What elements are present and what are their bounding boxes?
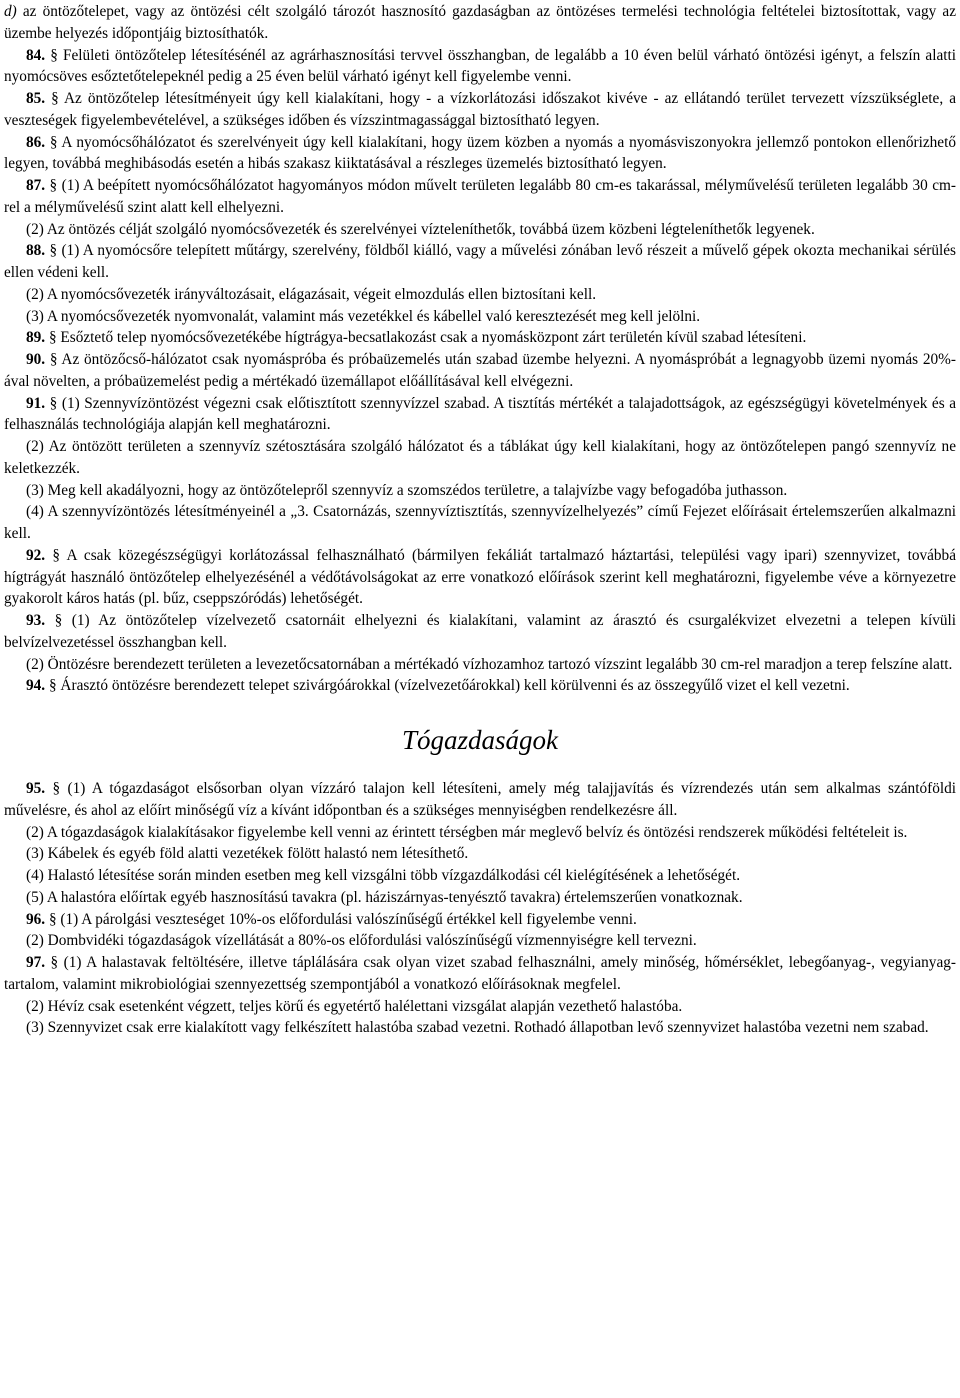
paragraph: [4, 887, 956, 909]
paragraph-text: § Felületi öntözőtelep létesítésénél az agrárhasznosítási tervvel összhangban, de legalább a 10 éven belül várható öntözési igényt, a felszín alatti nyomócsöves esőztetőtelepeknél pedig a 25 éven belül várható igényt kell figyelembe venni.: [4, 46, 956, 86]
paragraph-text: (3) Kábelek és egyéb föld alatti vezetékek fölött halastó nem létesíthető.: [26, 845, 469, 863]
paragraph: [4, 501, 956, 545]
paragraph-text: § (1) A beépített nyomócsőhálózatot hagyományos módon művelt területen legalább 80 cm-es takarással, mélyművelésű területen legalább 30 cm-rel a mélyművelésű szint alatt kell elhelyezni.: [4, 177, 956, 216]
section-number: 91.: [26, 394, 46, 412]
paragraph-text: § Árasztó öntözésre berendezett telepet szivárgóárokkal (vízelvezetőárokkal) kell körülvenni és az összegyűlő vizet el kell vezetni.: [45, 677, 850, 695]
paragraph: [4, 952, 956, 996]
paragraph: [4, 822, 956, 844]
paragraph-text: § (1) A nyomócsőre telepített műtárgy, szerelvény, földből kiálló, vagy a művelési zónában levő részeit a művelő gépek okozta mechanikai sérülés ellen védeni kell.: [4, 242, 956, 281]
paragraph: [4, 327, 956, 349]
paragraph: [4, 132, 956, 176]
paragraph-text: (3) A nyomócsővezeték nyomvonalát, valamint más vezetékkel és kábellel való keresztezését meg kell jelölni.: [26, 307, 701, 325]
paragraph: [4, 240, 956, 284]
paragraph: [4, 778, 956, 822]
section-number: 90.: [26, 351, 46, 368]
paragraph-text: (2) A tógazdaságok kialakításakor figyelembe kell venni az érintett térségben már meglevő belvíz és öntözési rendszerek működési feltételeit is.: [26, 823, 908, 841]
paragraph: [4, 996, 956, 1018]
paragraphs-bottom: [4, 778, 956, 1039]
paragraph: [4, 284, 956, 306]
paragraph-text: (4) A szennyvízöntözés létesítményeinél a „3. Csatornázás, szennyvíztisztítás, szennyvízelhelyezés” című Fejezet előírásait értelemszerűen alkalmazni kell.: [4, 503, 956, 542]
paragraph: [4, 610, 956, 654]
paragraph-text: (3) Szennyvizet csak erre kialakított vagy felkészített halastóba szabad vezetni. Rothadó állapotban levő szennyvizet halastóba vezetni nem szabad.: [26, 1019, 929, 1037]
paragraph-text: § (1) A tógazdaságot elsősorban olyan vízzáró talajon kell létesíteni, amely még talajjavítás és vízrendezés után sem alkalmas szántóföldi művelésre, és ahol az előírt minőségű víz a kívánt időpontban és a szükséges mennyiségben rendelkezésre áll.: [4, 780, 956, 819]
paragraph: [4, 909, 956, 931]
paragraph-text: § A csak közegészségügyi korlátozással felhasználható (bármilyen fekáliát tartalmazó háztartási, települési vagy ipari) szennyvizet, továbbá hígtrágyát használó öntözőtelep elhelyezésénél a védőtávolságokat az erre vonatkozó előírások szerint kell meghatározni, figyelembe véve a környezetre gyakorolt káros hatás (pl. bűz, cseppszóródás) lehetőségét.: [4, 546, 956, 608]
paragraph-text: § Az öntözőcső-hálózatot csak nyomáspróba és próbaüzemelés után szabad üzembe helyezni. A nyomáspróbát a legnagyobb üzemi nyomás 20%-ával növelten, a próbaüzemelést pedig a mértékadó üzemállapot előállításával kell elvégezni.: [4, 351, 956, 390]
paragraph: [4, 175, 956, 219]
paragraph-text: § Az öntözőtelep létesítményeit úgy kell kialakítani, hogy - a vízkorlátozási időszakot kivéve - az ellátandó terület tervezett vízszükséglete, a veszteségek figyelembevételével, a szükséges időben és vízszintmagassággal biztosítható legyen.: [4, 90, 956, 129]
paragraph-text: (2) Az öntözött területen a szennyvíz szétosztására szolgáló hálózatot és a táblákat úgy kell kialakítani, hogy az öntözőtelepen pangó szennyvíz ne keletkezzék.: [4, 438, 956, 477]
paragraph: [4, 675, 956, 697]
paragraph-text: § (1) A halastavak feltöltésére, illetve táplálására csak olyan vizet szabad felhasználni, amely minőség, hőmérséklet, lebegőanyag-, vegyianyag-tartalom, valamint mikrobiológiai szennyezettség szempontjából a vonatkozó előírásoknak megfelel.: [4, 954, 956, 993]
section-number: 92.: [26, 546, 46, 564]
paragraph: [4, 843, 956, 865]
paragraph: [4, 45, 956, 89]
paragraph: [4, 1, 956, 45]
paragraph-lead: d): [4, 3, 17, 20]
paragraph-text: § (1) A párolgási veszteséget 10%-os előfordulási valószínűségű értékkel kell figyelembe venni.: [45, 910, 637, 928]
section-number: 97.: [26, 954, 46, 971]
paragraphs-top: [4, 1, 956, 697]
section-number: 86.: [26, 133, 46, 151]
paragraph-text: § (1) Az öntözőtelep vízelvezető csatornáit elhelyezni és kialakítani, valamint az árasztó és csurgalékvizet elvezetni a telepen kívüli belvízelvezetéssel összhangban kell.: [4, 612, 956, 651]
paragraph: [4, 88, 956, 132]
paragraph-text: (5) A halastóra előírtak egyéb hasznosítású tavakra (pl. háziszárnyas-tenyésztő tavakra) értelemszerűen vonatkoznak.: [26, 888, 743, 906]
paragraph: [4, 306, 956, 328]
section-number: 93.: [26, 612, 46, 629]
paragraph-text: (3) Meg kell akadályozni, hogy az öntözőtelepről szennyvíz a szomszédos területre, a talajvízbe vagy befogadóba juthasson.: [26, 481, 788, 499]
paragraph-text: (2) Öntözésre berendezett területen a levezetőcsatornában a mértékadó vízhozamhoz tartozó vízszint legalább 30 cm-rel maradjon a terep felszíne alatt.: [26, 655, 953, 673]
paragraph: [4, 865, 956, 887]
paragraph: [4, 219, 956, 241]
section-number: 95.: [26, 780, 46, 797]
paragraph-text: (2) Hévíz csak esetenként végzett, teljes körű és egyetértő halélettani vizsgálat alapján vezethető halastóba.: [26, 997, 683, 1015]
section-title: Tógazdaságok: [401, 725, 558, 755]
paragraph-text: (2) Az öntözés célját szolgáló nyomócsővezeték és szerelvényei vízteleníthetők, továbbá üzem közbeni légteleníthetők legyenek.: [26, 220, 815, 238]
paragraph: [4, 1017, 956, 1039]
section-number: 87.: [26, 177, 46, 194]
paragraph-text: § A nyomócsőhálózatot és szerelvényeit úgy kell kialakítani, hogy üzem közben a nyomás a nyomásviszonyokra jellemző pontokon ellenőrizhető legyen, továbbá meghibásodás esetén a hibás szakasz kiiktatásával a részleges üzemelés biztosítható legyen.: [4, 133, 956, 173]
section-number: 84.: [26, 46, 46, 64]
paragraph: [4, 545, 956, 610]
paragraph-text: (2) Dombvidéki tógazdaságok vízellátását a 80%-os előfordulási valószínűségű vízmennyiségre kell tervezni.: [26, 932, 697, 950]
paragraph: [4, 436, 956, 480]
paragraph: [4, 480, 956, 502]
section-number: 89.: [26, 329, 46, 347]
paragraph-text: (4) Halastó létesítése során minden esetben meg kell vizsgálni több vízgazdálkodási cél kielégítésének a lehetőségét.: [26, 867, 741, 884]
paragraph: [4, 393, 956, 437]
section-number: 96.: [26, 910, 46, 928]
paragraph: [4, 654, 956, 676]
section-number: 88.: [26, 242, 46, 260]
paragraph: [4, 349, 956, 393]
section-number: 94.: [26, 677, 46, 695]
section-number: 85.: [26, 90, 46, 107]
paragraph-text: (2) A nyomócsővezeték irányváltozásait, elágazásait, végeit elmozdulás ellen biztosítani kell.: [26, 285, 597, 303]
paragraph-text: az öntözőtelepet, vagy az öntözési célt szolgáló tározót hasznosító gazdaságban az öntözéses termelési technológia feltételei biztosítottak, vagy az üzembe helyezés időpontjáig biztosíthatók.: [4, 3, 956, 42]
paragraph-text: § Esőztető telep nyomócsővezetékébe hígtrágya-becsatlakozást csak a nyomásközpont zárt területén kívül szabad létesíteni.: [45, 329, 807, 347]
paragraph-text: § (1) Szennyvízöntözést végezni csak előtisztított szennyvízzel szabad. A tisztítás mértékét a talajadottságok, az egészségügyi követelmények és a felhasználás technológiája alapján kell meghatározni.: [4, 394, 956, 434]
paragraph: [4, 930, 956, 952]
